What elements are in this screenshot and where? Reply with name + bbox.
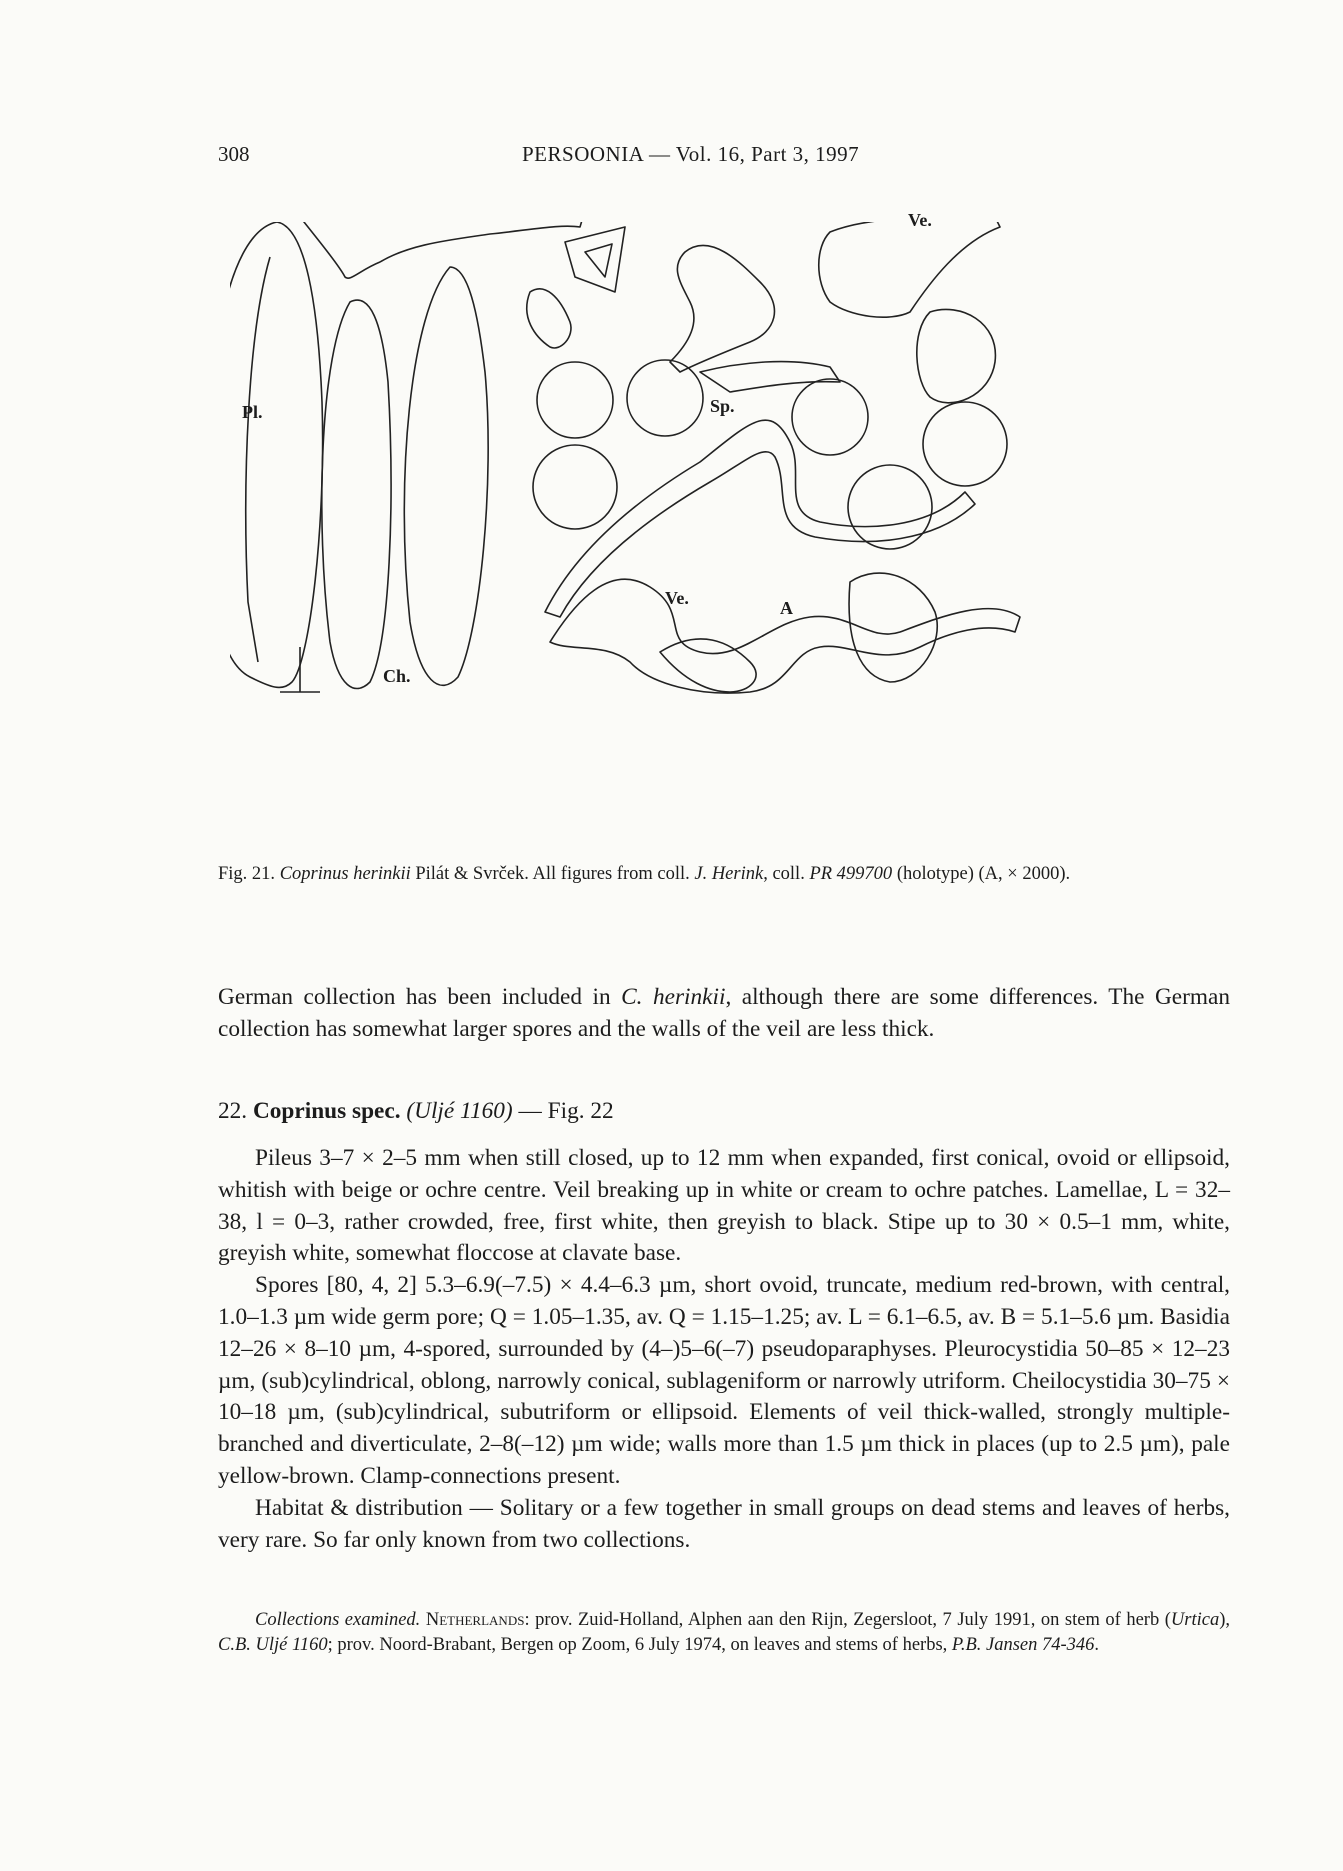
- paragraph-habitat: Habitat & distribution — Solitary or a few together in small groups on dead stems and leaves of herbs, very rare. So far only known from two collections.: [218, 1494, 1230, 1553]
- caption-coll: , coll.: [763, 864, 805, 884]
- veil-element-bottom: [550, 579, 1020, 693]
- collections-country: Netherlands: [425, 1610, 525, 1630]
- veil-element-4: [670, 245, 774, 372]
- veil-hypha-wavy: [545, 420, 975, 617]
- veil-element-2: [565, 227, 625, 292]
- spore-4: [792, 379, 868, 455]
- heading-name: Coprinus spec.: [252, 1098, 401, 1124]
- journal-title: PERSOONIA — Vol. 16, Part 3, 1997: [522, 142, 860, 166]
- label-veil-top: Ve.: [908, 210, 932, 230]
- caption-authors: Pilát & Svrček. All figures from coll.: [415, 864, 690, 884]
- spore-3: [533, 445, 617, 529]
- label-pleurocystidium: Pl.: [242, 402, 263, 422]
- running-header: [218, 142, 1230, 172]
- collections-collector-2: P.B. Jansen 74-346: [951, 1635, 1095, 1655]
- caption-rest: (holotype) (A, × 2000).: [896, 864, 1071, 884]
- veil-element-5: [700, 362, 840, 392]
- figure-drawing: [230, 222, 1230, 834]
- figure-caption: [218, 862, 1230, 886]
- label-veil-bottom: Ve.: [665, 588, 689, 608]
- species-description: [218, 1143, 1230, 1556]
- collections-text-b: ),: [1219, 1610, 1230, 1630]
- paragraph-spores: Spores [80, 4, 2] 5.3–6.9(–7.5) × 4.4–6.3 µm, short ovoid, truncate, medium red-brown, with central, 1.0–1.3 µm wide germ pore; Q = 1.05–1.35, av. Q = 1.15–1.25; av. L = 6.1–6.5, av. B = 5.1–5.6 µm. Basidia 12–26 × 8–10 µm, 4-spored, surrounded by (4–)5–6(–7) pseudoparaphyses. Pleurocystidia 50–85 × 12–23 µm, (sub)cylindrical, oblong, narrowly conical, sublageniform or narrowly utriform. Cheilocystidia 30–75 × 10–18 µm, (sub)cylindrical, subutriform or ellipsoid. Elements of veil thick-walled, strongly multiple-branched and diverticulate, 2–8(–12) µm wide; walls more than 1.5 µm thick in places (up to 2.5 µm), pale yellow-brown. Clamp-connections present.: [218, 1272, 1230, 1489]
- spore-5: [923, 402, 1007, 486]
- cheilocystidium-2: [404, 267, 488, 685]
- caption-fig: Fig. 21.: [218, 864, 276, 884]
- collections-text-d: ; prov. Noord-Brabant, Bergen op Zoom, 6 July 1974, on leaves and stems of herbs,: [327, 1635, 952, 1655]
- collections-end: .: [1094, 1635, 1100, 1655]
- veil-element-6: [819, 222, 1000, 317]
- heading-collection: (Uljé 1160): [406, 1098, 513, 1124]
- cheilocystidium-1: [322, 300, 391, 688]
- collections-collector-1: C.B. Uljé 1160: [218, 1635, 328, 1655]
- pleurocystidium-outline: [230, 222, 323, 687]
- collections-examined: [218, 1608, 1230, 1658]
- veil-element-7: [917, 309, 996, 402]
- caption-herbarium: PR 499700: [809, 864, 893, 884]
- collections-text-a: : prov. Zuid-Holland, Alphen aan den Rijn, Zegersloot, 7 July 1991, on stem of herb (: [524, 1610, 1171, 1630]
- paragraph-pileus: Pileus 3–7 × 2–5 mm when still closed, up to 12 mm when expanded, first conical, ovoid or ellipsoid, whitish with beige or ochre centre. Veil breaking up in white or cream to ochre patches. Lamellae, L = 32–38, l = 0–3, rather crowded, free, first white, then greyish to black. Stipe up to 30 × 0.5–1 mm, white, greyish white, somewhat floccose at clavate base.: [218, 1145, 1230, 1267]
- figure-21: [230, 210, 1230, 834]
- section-heading-22: [218, 1098, 614, 1125]
- spore-6: [848, 465, 932, 549]
- label-spores: Sp.: [710, 396, 735, 416]
- spore-2: [627, 360, 703, 436]
- veil-element-3: [527, 289, 571, 348]
- veil-element-1: [300, 222, 585, 278]
- collections-host: Urtica: [1170, 1610, 1220, 1630]
- paragraph-german-collection: [218, 982, 1230, 1046]
- caption-species: Coprinus herinkii: [279, 864, 411, 884]
- p1-text-a: German collection has been included in: [218, 984, 622, 1010]
- heading-number: 22.: [218, 1098, 248, 1124]
- heading-figure-ref: — Fig. 22: [518, 1098, 614, 1124]
- p1-species: C. herinkii: [621, 984, 726, 1010]
- label-basidium: A: [780, 598, 793, 618]
- page-number: 308: [218, 142, 250, 166]
- pleurocystidium-inner: [246, 257, 270, 662]
- collections-label: Collections examined.: [255, 1610, 421, 1630]
- p1-text-b: , although there are some differences. The German collection has somewhat larger spores and the walls of the veil are less thick.: [218, 984, 1230, 1042]
- label-cheilocystidia: Ch.: [383, 666, 411, 686]
- caption-collector: J. Herink: [694, 864, 764, 884]
- spore-1: [537, 362, 613, 438]
